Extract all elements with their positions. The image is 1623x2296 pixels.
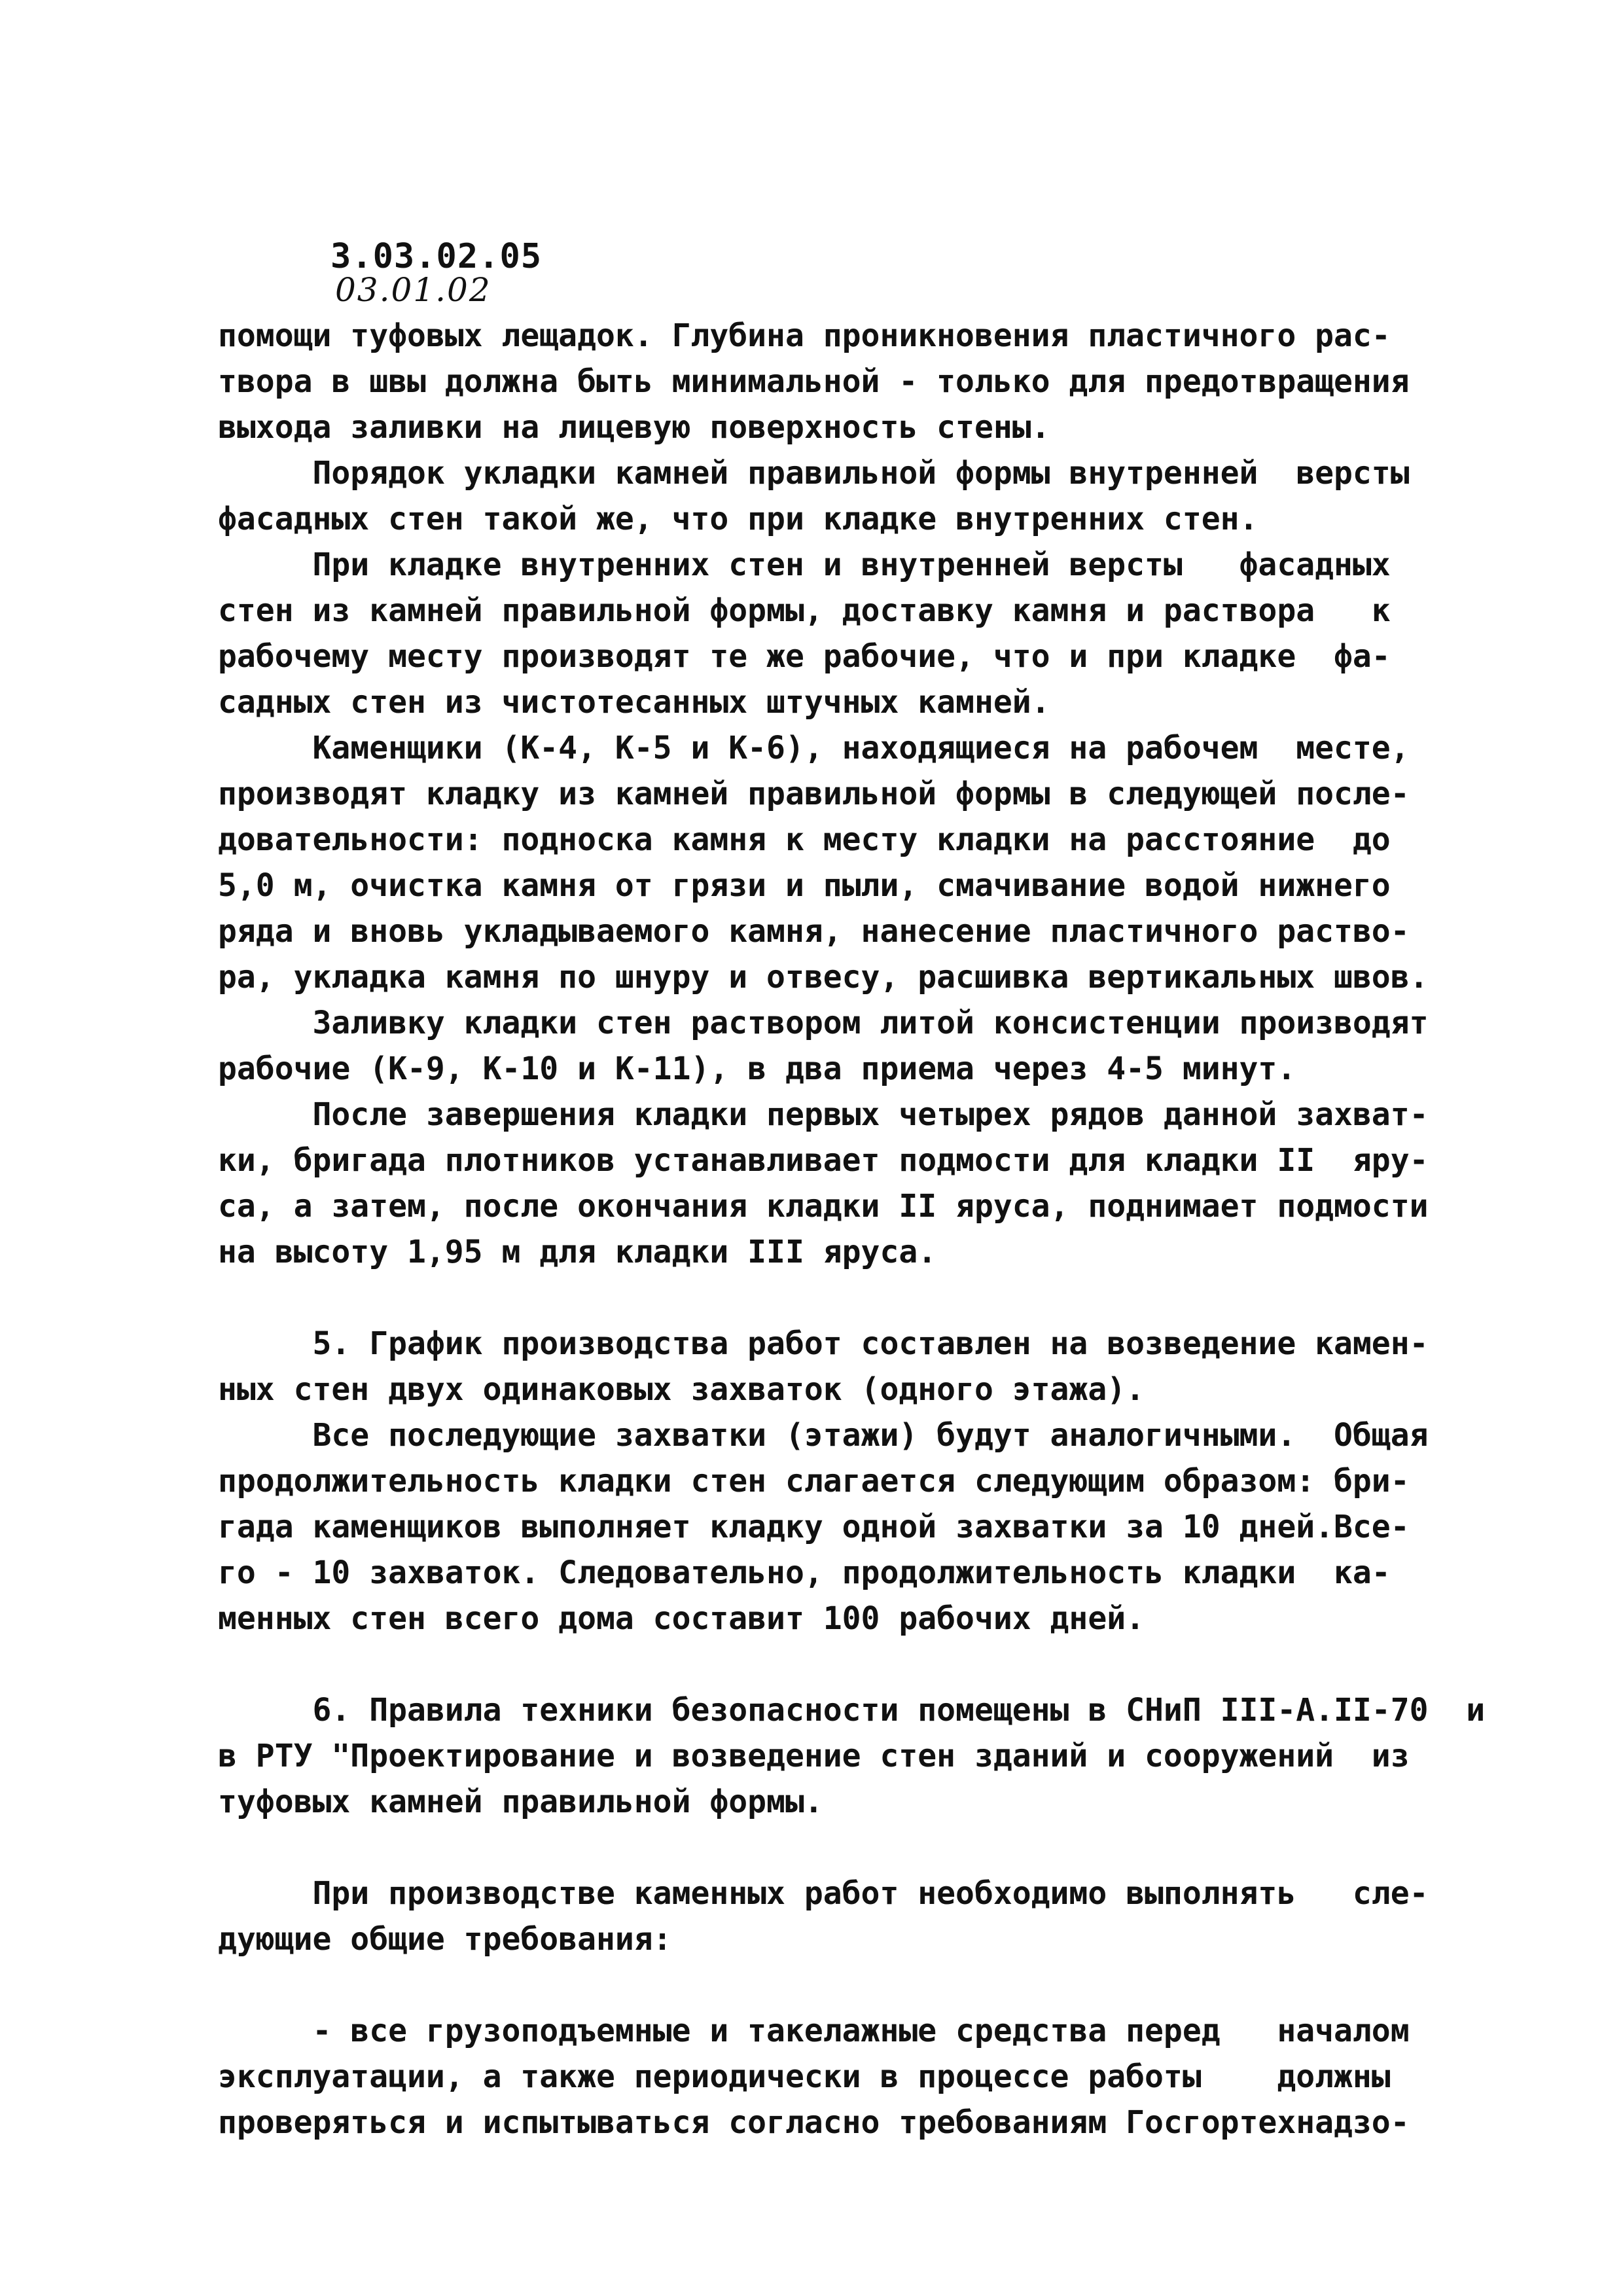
text-line: 5. График производства работ составлен на возведение камен- <box>218 1325 1429 1362</box>
text-line: менных стен всего дома составит 100 рабочих дней. <box>218 1600 1145 1637</box>
text-line: Все последующие захватки (этажи) будут аналогичными. Общая <box>218 1417 1429 1454</box>
text-line: дующие общие требования: <box>218 1921 672 1958</box>
text-line: ра, укладка камня по шнуру и отвесу, расшивка вертикальных швов. <box>218 959 1429 996</box>
paragraph-gap <box>218 1962 1409 2008</box>
text-line: проверяться и испытываться согласно требованиям Госгортехнадзо- <box>218 2104 1410 2141</box>
text-line: эксплуатации, а также периодически в процессе работы должны <box>218 2058 1391 2095</box>
text-line: рабочему месту производят те же рабочие, что и при кладке фа- <box>218 638 1391 675</box>
text-line: садных стен из чистотесанных штучных камней. <box>218 684 1050 721</box>
body-text <box>218 313 1486 2145</box>
text-line: ных стен двух одинаковых захваток (одного этажа). <box>218 1371 1145 1408</box>
text-line: са, а затем, после окончания кладки II яруса, поднимает подмости <box>218 1188 1429 1225</box>
text-line: Каменщики (К-4, К-5 и К-6), находящиеся на рабочем месте, <box>218 730 1410 766</box>
text-line: фасадных стен такой же, что при кладке внутренних стен. <box>218 501 1258 537</box>
text-line: ряда и вновь укладываемого камня, нанесение пластичного раство- <box>218 913 1410 950</box>
text-line: го - 10 захваток. Следовательно, продолжительность кладки ка- <box>218 1554 1391 1591</box>
text-line: продолжительность кладки стен слагается следующим образом: бри- <box>218 1463 1410 1499</box>
text-line: ки, бригада плотников устанавливает подмости для кладки II яру- <box>218 1142 1429 1179</box>
text-line: в РТУ "Проектирование и возведение стен зданий и сооружений из <box>218 1738 1410 1774</box>
text-line: гада каменщиков выполняет кладку одной захватки за 10 дней.Все- <box>218 1509 1410 1545</box>
text-line: 6. Правила техники безопасности помещены в СНиП III-А.II-70 и <box>218 1692 1486 1729</box>
text-line: довательности: подноска камня к месту кладки на расстояние до <box>218 821 1391 858</box>
text-line: Порядок укладки камней правильной формы внутренней версты <box>218 455 1410 492</box>
text-line: производят кладку из камней правильной формы в следующей после- <box>218 776 1410 812</box>
text-line: После завершения кладки первых четырех рядов данной захват- <box>218 1096 1429 1133</box>
text-line: При кладке внутренних стен и внутренней версты фасадных <box>218 547 1391 583</box>
document-code-handwritten: 03.01.02 <box>335 271 491 309</box>
paragraph-gap <box>218 1825 1409 1871</box>
text-line: 5,0 м, очистка камня от грязи и пыли, смачивание водой нижнего <box>218 867 1391 904</box>
text-line: стен из камней правильной формы, доставку камня и раствора к <box>218 592 1391 629</box>
paragraph-gap <box>218 1275 1409 1321</box>
document-code: 3.03.02.05 <box>330 237 543 276</box>
text-line: туфовых камней правильной формы. <box>218 1784 823 1820</box>
text-line: Заливку кладки стен раствором литой консистенции производят <box>218 1005 1429 1041</box>
text-line: твора в швы должна быть минимальной - только для предотвращения <box>218 363 1410 400</box>
text-line: - все грузоподъемные и такелажные средства перед началом <box>218 2013 1410 2049</box>
text-line: При производстве каменных работ необходимо выполнять сле- <box>218 1875 1429 1912</box>
text-line: на высоту 1,95 м для кладки III яруса. <box>218 1234 937 1270</box>
text-line: рабочие (К-9, К-10 и К-11), в два приема через 4-5 минут. <box>218 1050 1296 1087</box>
paragraph-gap <box>218 1641 1409 1687</box>
text-line: помощи туфовых лещадок. Глубина проникновения пластичного рас- <box>218 317 1391 354</box>
text-line: выхода заливки на лицевую поверхность стены. <box>218 409 1050 446</box>
